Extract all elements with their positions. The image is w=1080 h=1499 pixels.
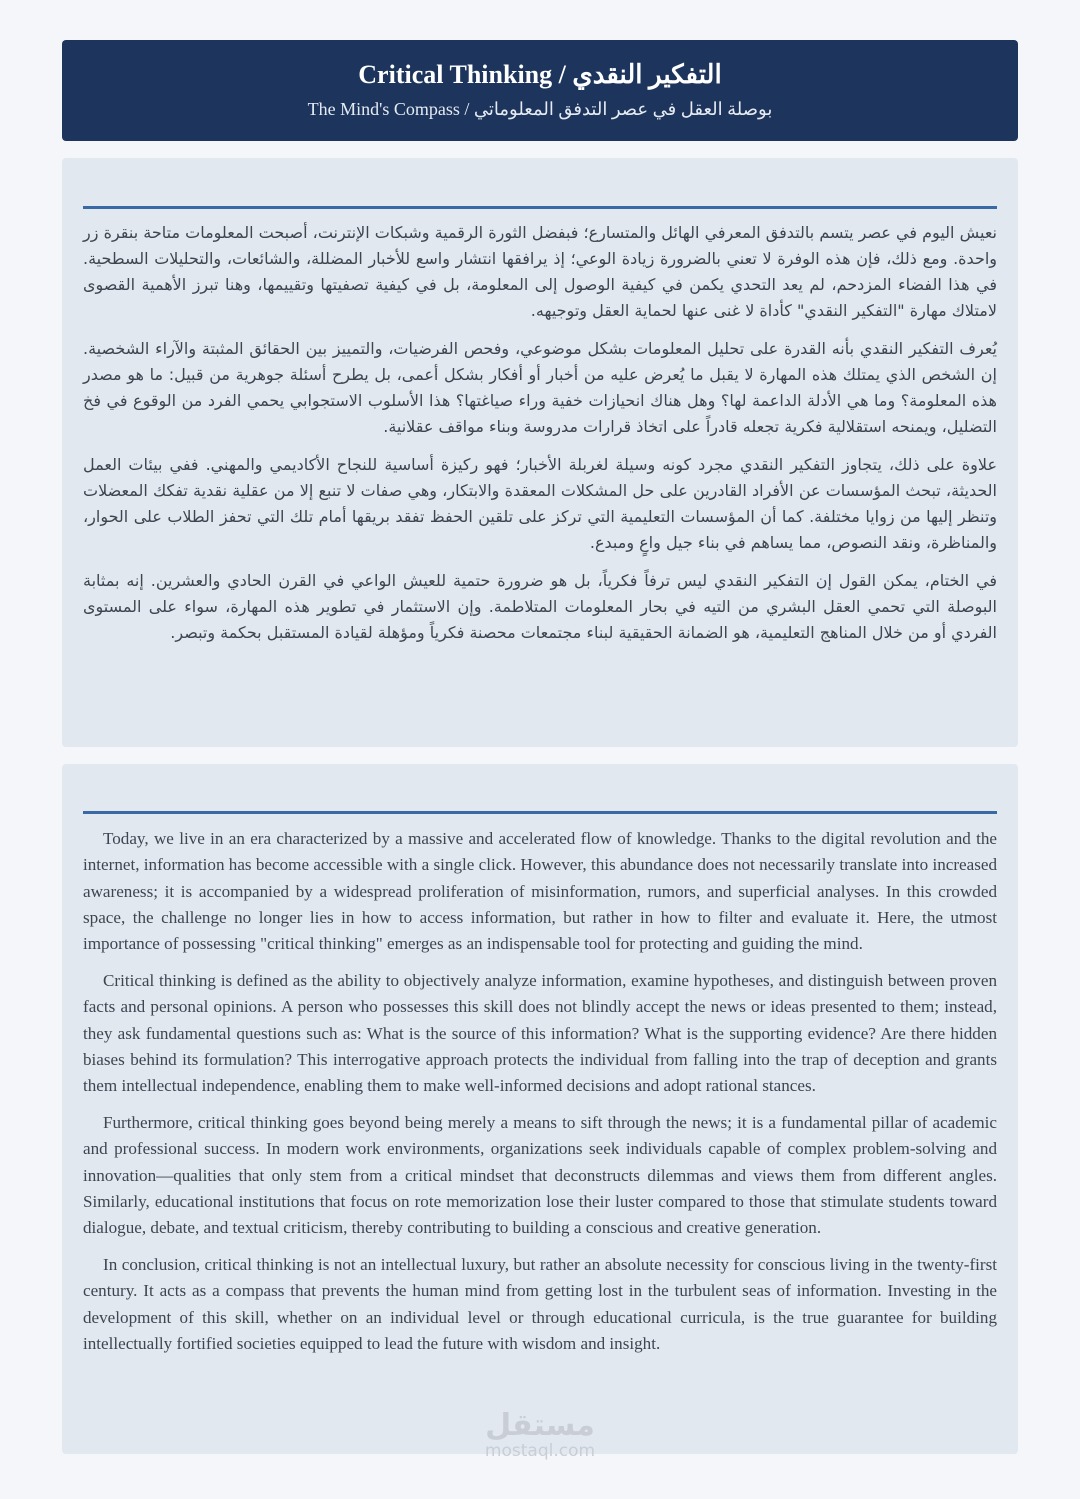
watermark-latin: mostaql.com (484, 1441, 596, 1461)
section-divider (83, 811, 997, 814)
watermark-arabic: مستقل (485, 1408, 595, 1443)
arabic-paragraph: علاوة على ذلك، يتجاوز التفكير النقدي مجرد كونه وسيلة لغربلة الأخبار؛ فهو ركيزة أساسية للنجاح الأكاديمي والمهني. ففي بيئات العمل الحديثة، تبحث المؤسسات عن الأفراد القادرين على حل المشكلات المعقدة والابتكار، وهي صفات لا تنبع إلا من عقلية نقدية تفكك المعضلات وتنظر إليها من زوايا مختلفة. كما أن المؤسسات التعليمية التي تركز على تلقين الحفظ تفقد بريقها أمام تلك التي تحفز الطلاب على الحوار، والمناظرة، ونقد النصوص، مما يساهم في بناء جيل واعٍ ومبدع. (83, 455, 997, 552)
english-paragraph: Furthermore, critical thinking goes beyond being merely a means to sift through the news; it is a fundamental pillar of academic and professional success. In modern work environments, organizations seek individuals capable of complex problem-solving and innovation—qualities that only stem from a critical mindset that deconstructs dilemmas and views them from different angles. Similarly, educational institutions that focus on rote memorization lose their luster compared to those that stimulate students toward dialogue, debate, and textual criticism, thereby contributing to building a conscious and creative generation. (83, 1112, 997, 1238)
arabic-article-body (83, 220, 997, 658)
mostaql-watermark (470, 1410, 610, 1460)
arabic-paragraph: في الختام، يمكن القول إن التفكير النقدي ليس ترفاً فكرياً، بل هو ضرورة حتمية للعيش الواعي في القرن الحادي والعشرين. إنه بمثابة البوصلة التي تحمي العقل البشري من التيه في بحار المعلومات المتلاطمة. وإن الاستثمار في تطوير هذه المهارة، سواء على المستوى الفردي أو من خلال المناهج التعليمية، هو الضمانة الحقيقية لبناء مجتمعات محصنة فكرياً ومؤهلة لقيادة المستقبل بحكمة وتبصر. (83, 571, 997, 642)
arabic-paragraph: نعيش اليوم في عصر يتسم بالتدفق المعرفي الهائل والمتسارع؛ فبفضل الثورة الرقمية وشبكات الإنترنت، أصبحت المعلومات متاحة بنقرة زر واحدة. ومع ذلك، فإن هذه الوفرة لا تعني بالضرورة زيادة الوعي؛ إذ يرافقها انتشار واسع للأخبار المضللة، والشائعات، والتحليلات السطحية. في هذا الفضاء المزدحم، لم يعد التحدي يكمن في كيفية الوصول إلى المعلومة، بل في كيفية تصفيتها وتقييمها، وهنا تبرز الأهمية القصوى لامتلاك مهارة "التفكير النقدي" كأداة لا غنى عنها لحماية العقل وتوجيهه. (83, 223, 997, 320)
page-header (62, 40, 1018, 141)
english-paragraph: Today, we live in an era characterized by a massive and accelerated flow of knowledge. Thanks to the digital revolution and the internet, information has become accessible with a single click. However, this abundance does not necessarily translate into increased awareness; it is accompanied by a widespread proliferation of misinformation, rumors, and superficial analyses. In this crowded space, the challenge no longer lies in how to access information, but rather in how to filter and evaluate it. Here, the utmost importance of possessing "critical thinking" emerges as an indispensable tool for protecting and guiding the mind. (83, 829, 997, 954)
page-title: Critical Thinking / التفكير النقدي (358, 60, 722, 89)
arabic-article-card (62, 158, 1018, 747)
section-divider (83, 206, 997, 209)
page-subtitle: The Mind's Compass / بوصلة العقل في عصر التدفق المعلوماتي (307, 99, 773, 119)
english-article-card (62, 764, 1018, 1454)
english-paragraph: In conclusion, critical thinking is not an intellectual luxury, but rather an absolute necessity for conscious living in the twenty-first century. It acts as a compass that prevents the human mind from getting lost in the turbulent seas of information. Investing in the development of this skill, whether on an individual level or through educational curricula, is the true guarantee for building intellectually fortified societies equipped to lead the future with wisdom and insight. (83, 1254, 997, 1353)
english-paragraph: Critical thinking is defined as the ability to objectively analyze information, examine hypotheses, and distinguish between proven facts and personal opinions. A person who possesses this skill does not blindly accept the news or ideas presented to them; instead, they ask fundamental questions such as: What is the source of this information? What is the supporting evidence? Are there hidden biases behind its formulation? This interrogative approach protects the individual from falling into the trap of deception and grants them intellectual independence, enabling them to make well-informed decisions and adopt rational stances. (83, 970, 997, 1096)
arabic-paragraph: يُعرف التفكير النقدي بأنه القدرة على تحليل المعلومات بشكل موضوعي، وفحص الفرضيات، والتمييز بين الحقائق المثبتة والآراء الشخصية. إن الشخص الذي يمتلك هذه المهارة لا يقبل ما يُعرض عليه من أخبار أو أفكار بشكل أعمى، بل يطرح أسئلة جوهرية من قبيل: ما هو مصدر هذه المعلومة؟ وما هي الأدلة الداعمة لها؟ وهل هناك انحيازات خفية وراء صياغتها؟ هذا الأسلوب الاستجوابي يحمي الفرد من الوقوع في فخ التضليل، ويمنحه استقلالية فكرية تجعله قادراً على اتخاذ قرارات مدروسة وبناء مواقف عقلانية. (83, 339, 997, 436)
english-article-body (83, 826, 997, 1368)
